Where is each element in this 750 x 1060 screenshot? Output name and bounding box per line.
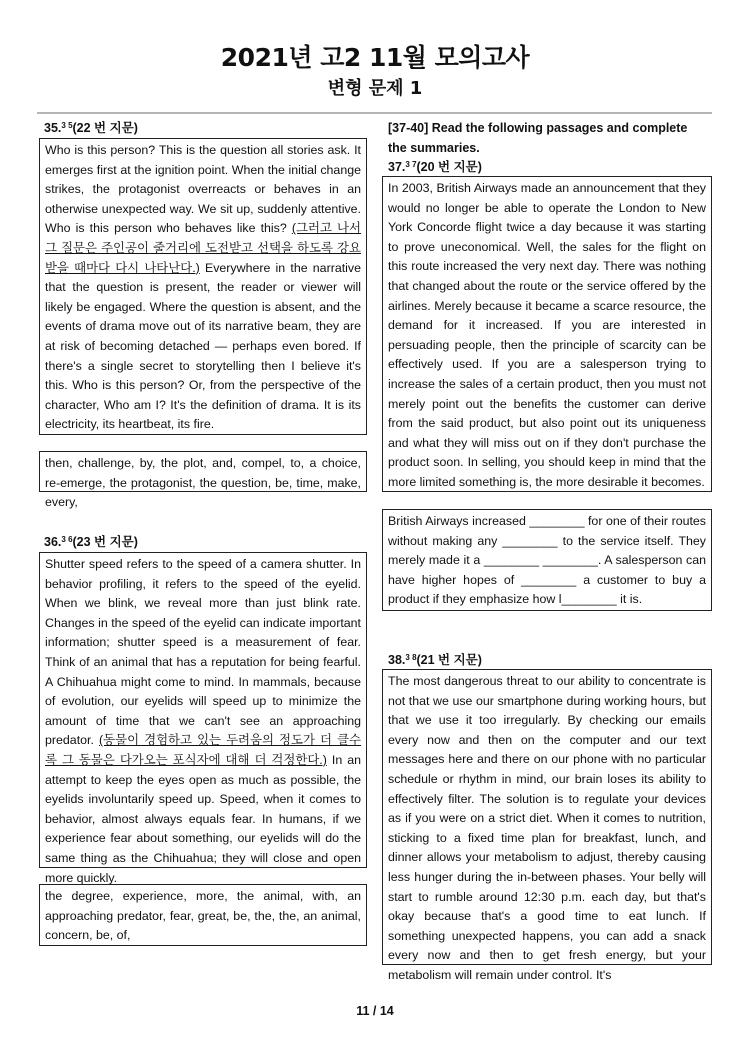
question-superscript: 3 5 [61,121,73,130]
question-source: (21 번 지문) [416,653,482,667]
question-number: 35. [44,121,62,135]
section-instructions: [37-40] Read the following passages and complete the summaries. [388,121,688,155]
passage-text: Everywhere in the narrative that the question is present, the reader or viewer will likely be engaged. Where the question is absent, and the events of drama move out of its narrative beam, they are at risk of becoming detached — perhaps even bored. If there's a single secret to storytelling then I believe it's this. Who is this person? Or, from the perspective of the character, Who am I? It's the definition of drama. It is its electricity, its heartbeat, its fire. [45,260,361,432]
question-source: (23 번 지문) [72,535,138,549]
question-superscript: 3 8 [405,653,417,662]
question-37-passage: In 2003, British Airways made an announcement that they would no longer be able to operate the London to New York Concorde flight twice a day because it was starting to prove uneconomical. Well, the sales for the flight on this route increased the very next day. There was nothing that changed about the route or the service offered by the airlines. Merely because it became a scarce resource, the demand for it increased. If you are interested in persuading people, then the principle of scarcity can be effectively used. If you are a salesperson trying to increase the sales of a certain product, then you must not merely point out the benefits the customer can derive from the said product, but also point out its uniqueness and what they will miss out on if they don't purchase the product soon. In selling, you should keep in mind that the more limited something is, the more desirable it becomes. [382,176,712,492]
page-subtitle: 변형 문제 1 [327,78,423,99]
question-37-summary: British Airways increased ________ for one of their routes without making any ________ to the service itself. They merely made it a ________ ________. A salesperson can have higher hopes of ________ a customer to buy a product if they emphasize how l________ it is. [382,509,712,611]
page-title: 2021년 고2 11월 모의고사 [220,43,530,72]
passage-text: Shutter speed refers to the speed of a camera shutter. In behavior profiling, it refers to the speed of the eyelid. When we blink, we reveal more than just blink rate. Changes in the speed of the eyelid can indicate important information; shutter speed is a measurement of fear. Think of an animal that has a reputation for being fearful. A Chihuahua might come to mind. In mammals, because of evolution, our eyelids will speed up to minimize the amount of time that we can't see an approaching predator. [45,557,361,748]
question-36-heading [44,533,138,551]
question-37-heading [388,158,482,176]
question-superscript: 3 7 [405,160,417,169]
question-source: (20 번 지문) [416,160,482,174]
question-superscript: 3 6 [61,535,73,544]
question-number: 37. [388,160,406,174]
question-35-word-bank: then, challenge, by, the plot, and, compel, to, a choice, re-emerge, the protagonist, the question, be, time, make, every, [39,451,367,492]
passage-text: Who is this person? This is the question all stories ask. It emerges first at the ignition point. When the initial change strikes, the protagonist overreacts or behaves in an otherwise unexpected way. We sit up, suddenly attentive. Who is this person who behaves like this? [45,143,361,236]
page-number: 11 / 14 [356,1004,394,1018]
underlined-korean-translation: (동물이 경험하고 있는 두려움의 정도가 더 클수록 그 동물은 다가오는 포식자에 대해 더 걱정한다.) [45,733,362,767]
question-36-word-bank: the degree, experience, more, the animal, with, an approaching predator, fear, great, be, the, the, an animal, concern, be, of, [39,884,367,946]
question-source: (22 번 지문) [72,121,138,135]
question-number: 38. [388,653,406,667]
question-35-passage [39,138,367,435]
question-38-passage: The most dangerous threat to our ability to concentrate is not that we use our smartphone during working hours, but that we use it too irregularly. By checking our emails every now and then on the computer and our text messages here and there on our phone with no particular schedule or rhythm in mind, our brain loses its ability to effectively filter. The solution is to regulate your devices as if you were on a strict diet. When it comes to nutrition, sticking to a fixed time plan for breakfast, lunch, and dinner allows your metabolism to adjust, thereby causing less hunger during the in-between phases. Your belly will start to rumble around 12:30 p.m. each day, but that's okay because that's a good time to eat lunch. If something unexpected happens, you can add a snack every now and then to get fresh energy, but your metabolism will remain under control. It's [382,669,712,965]
question-36-passage [39,552,367,885]
question-38-heading [388,651,482,669]
question-35-heading [44,119,138,137]
header-divider [37,112,712,114]
question-number: 36. [44,535,62,549]
passage-text: In an attempt to keep the eyes open as much as possible, the eyelids involuntarily speed up. Speed, when it comes to behavior, almost always equals fear. In humans, if we experience fear about something, our eyelids will do the same thing as the Chihuahua; they will close and open more quickly. [45,752,361,885]
underlined-korean-translation: (그러고 나서 그 질문은 주인공이 줄거리에 도전받고 선택을 하도록 강요받을 때마다 다시 나타난다.) [45,221,361,275]
